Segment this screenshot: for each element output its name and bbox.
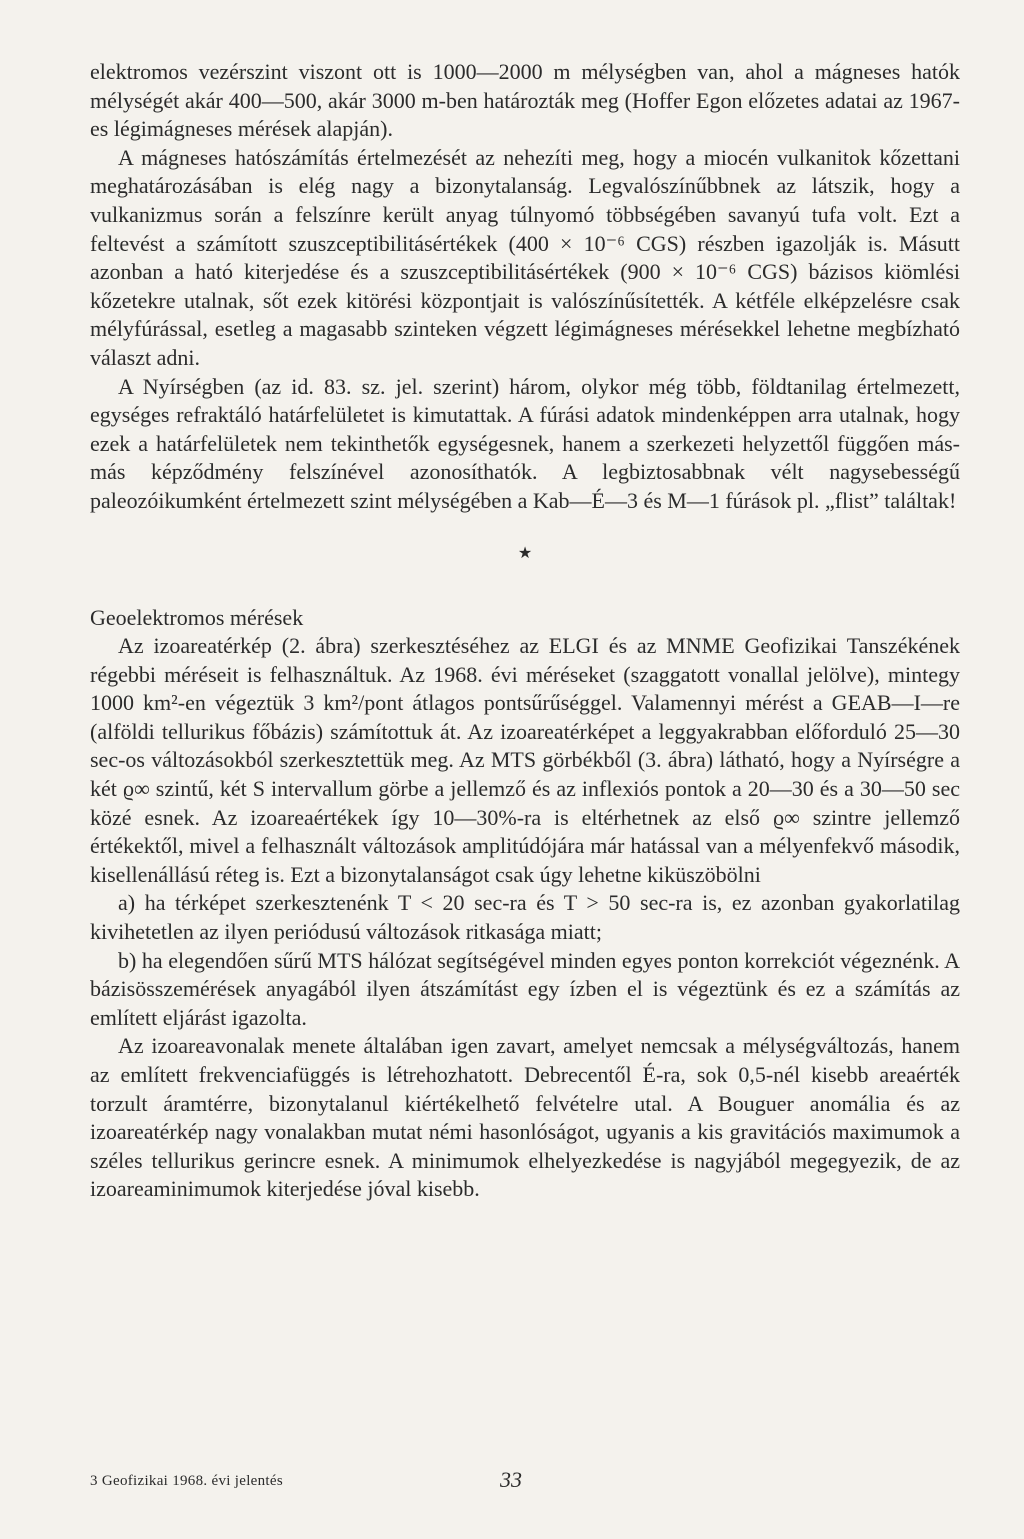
section-separator-star-icon: ★ [517,544,533,562]
paragraph-2: A mágneses hatószámítás értelmezését az nehezíti meg, hogy a miocén vulkanitok kőzettani meghatározásában is elég nagy a bizonytalanság. Legvalószínűbbnek az látszik, hogy a vulkanizmus során a felszínre került anyag túlnyomó többségében savanyú tufa volt. Ezt a feltevést a számított szuszceptibilitásértékek (400 × 10⁻⁶ CGS) részben igazolják is. Másutt azonban a ható kiterjedése és a szuszceptibilitásértékek (900 × 10⁻⁶ CGS) bázisos kiömlési kőzetekre utalnak, sőt ezek kitörési központjait is valószínűsítették. A kétféle elképzelésre csak mélyfúrással, esetleg a magasabb szinteken végzett légimágneses mérésekkel lehetne megbízható választ adni. [90,144,960,370]
paragraph-3: A Nyírségben (az id. 83. sz. jel. szerint) három, olykor még több, földtanilag értelmezett, egységes refraktáló határfelületet is kimutattak. A fúrási adatok mindenképpen arra utalnak, hogy ezek a határfelületek nem tekinthetők egységesnek, hanem a szerkezeti helyzettől függően más-más képződmény felszínével azonosíthatók. A legbiztosabbnak vélt nagysebességű paleozóikumként értelmezett szint mélységében a Kab—É—3 és M—1 fúrások pl. „flist” találtak! [90,373,960,513]
section-title: Geoelektromos mérések [90,604,304,630]
paragraph-6: b) ha elegendően sűrű MTS hálózat segítségével minden egyes ponton korrekciót végeznénk. A bázisösszemérések anyagából ilyen átszámítást egy ízben el is végeztünk és ez a számítás az említett eljárást igazolta. [90,947,960,1030]
paragraph-7: Az izoareavonalak menete általában igen zavart, amelyet nemcsak a mélységváltozás, hanem az említett frekvenciafüggés is létrehozhatott. Debrecentől É-ra, sok 0,5-nél kisebb areaérték torzult áramtérre, bizonytalanul kiértékelhető felvételre utal. A Bouguer anomália és az izoareatérkép nagy vonalakban mutat némi hasonlóságot, ugyanis a kis gravitációs maximumok a széles tellurikus gerincre esnek. A minimumok elhelyezkedése is nagyjából megegyezik, de az izoareaminimumok kiterjedése jóval kisebb. [90,1033,960,1202]
page-body [90,58,960,1204]
paragraph-4: Az izoareatérkép (2. ábra) szerkesztéséhez az ELGI és az MNME Geofizikai Tanszékének régebbi méréseit is felhasználtuk. Az 1968. évi méréseket (szaggatott vonallal jelölve), mintegy 1000 km²-en végeztük 3 km²/pont átlagos pontsűrűséggel. Valamennyi mérést a GEAB—I—re (alföldi tellurikus főbázis) számítottuk át. Az izoareatérképet a leggyakrabban előforduló 25—30 sec-os változásokból szerkesztettük meg. Az MTS görbékből (3. ábra) látható, hogy a Nyírségre a két ϱ∞ szintű, két S intervallum görbe a jellemző és az inflexiós pontok a 20—30 és a 30—50 sec közé esnek. Az izoareaértékek így 10—30%-ra is eltérhetnek az első ϱ∞ szintre jellemző értékektől, mivel a felhasznált változások amplitúdójára már hatással van a mélyenfekvő második, kisellenállású réteg is. Ezt a bizonytalanságot csak úgy lehetne kiküszöbölni [90,633,960,887]
footer-publication: 3 Geofizikai 1968. évi jelentés [90,1473,283,1489]
page-footer [90,1467,960,1497]
page-number: 33 [500,1467,522,1492]
paragraph-5: a) ha térképet szerkesztenénk T < 20 sec-ra és T > 50 sec-ra is, ez azonban gyakorlatilag kivihetetlen az ilyen periódusú változások ritkasága miatt; [90,890,960,945]
paragraph-1: elektromos vezérszint viszont ott is 1000—2000 m mélységben van, ahol a mágneses hatók mélységét akár 400—500, akár 3000 m-ben határozták meg (Hoffer Egon előzetes adatai az 1967-es légimágneses mérések alapján). [90,59,960,142]
